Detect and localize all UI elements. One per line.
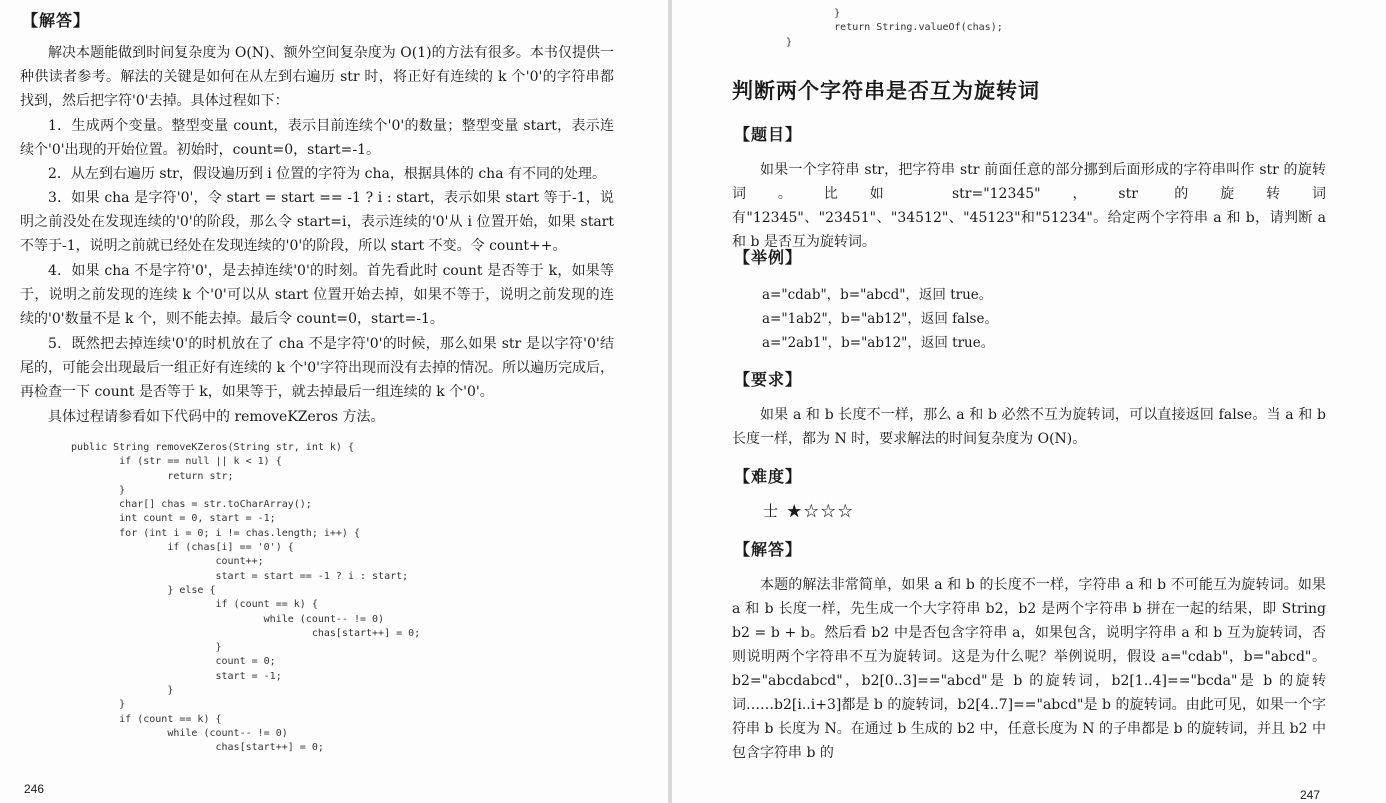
example-item: a="cdab"，b="abcd"，返回 true。 [762, 287, 993, 303]
example-heading: 【举例】 [734, 248, 803, 267]
code-block-remove-k-zeros: public String removeKZeros(String str, int k) { if (str == null || k < 1) { return str; } char[] chas = str.toCharArray(); int count = 0, start = -1; for (int i = 0; i != chas.length; i++) { if (chas[i] == '0') { count++; start = start == -1 ? i : start; } else { if (count == k) { while (count-- != 0) chas[start++] = 0; } count = 0; start = -1; } } if (count == k) { while (count-- != 0) chas[start++] = 0; [71, 442, 421, 754]
solution-step-2: 2．从左到右遍历 str，假设遍历到 i 位置的字符为 cha，根据具体的 cha 有不同的处理。 [48, 166, 606, 182]
page-number: 247 [1300, 788, 1321, 802]
left-page [0, 0, 668, 803]
section-title: 判断两个字符串是否互为旋转词 [732, 79, 1040, 103]
solution-step-1: 1．生成两个变量。整型变量 count，表示目前连续个'0'的数量；整型变量 start，表示连续个'0'出现的开始位置。初始时，count=0，start=-1。 [20, 118, 614, 158]
solution-step-4: 4．如果 cha 不是字符'0'，是去掉连续'0'的时刻。首先看此时 count 是否等于 k，如果等于，说明之前发现的连续 k 个'0'可以从 start 位置开始去掉，如果不等于，说明之前发现的连续的'0'数量不是 k 个，则不能去掉。最后令 count=0，start=-1。 [20, 263, 614, 327]
example-item: a="2ab1"，b="ab12"，返回 true。 [762, 335, 995, 351]
solution-step-3: 3．如果 cha 是字符'0'，令 start = start == -1 ? i : start，表示如果 start 等于-1，说明之前没处在发现连续的'0'的阶段，那么令 start=i，表示连续的'0'从 i 位置开始，如果 start 不等于-1，说明之前就已经处在发现连续的'0'的阶段，所以 start 不变。令 count++。 [20, 190, 614, 254]
difficulty-heading: 【难度】 [734, 467, 803, 486]
solution-heading: 【解答】 [734, 540, 803, 559]
problem-heading: 【题目】 [734, 125, 803, 144]
requirement-heading: 【要求】 [734, 370, 803, 389]
code-block-tail: } return String.valueOf(chas); } [786, 8, 1003, 48]
right-page [672, 0, 1386, 803]
solution-step-5: 5．既然把去掉连续'0'的时机放在了 cha 不是字符'0'的时候，那么如果 str 是以字符'0'结尾的，可能会出现最后一组正好有连续的 k 个'0'字符出现而没有去掉的情况。所以遍历完成后，再检查一下 count 是否等于 k，如果等于，就去掉最后一组连续的 k 个'0'。 [20, 336, 614, 400]
solution-heading: 【解答】 [22, 11, 91, 30]
solution-paragraph-intro: 解决本题能做到时间复杂度为 O(N)、额外空间复杂度为 O(1)的方法有很多。本书仅提供一种供读者参考。解法的关键是如何在从左到右遍历 str 时，将正好有连续的 k 个'0'的字符串都找到，然后把字符'0'去掉。具体过程如下： [20, 45, 614, 109]
solution-text: 本题的解法非常简单，如果 a 和 b 的长度不一样，字符串 a 和 b 不可能互为旋转词。如果 a 和 b 长度一样，先生成一个大字符串 b2，b2 是两个字符串 b 拼在一起的结果，即 String b2 = b + b。然后看 b2 中是否包含字符串 a，如果包含，说明字符串 a 和 b 互为旋转词，否则说明两个字符串不互为旋转词。这是为什么呢？举例说明，假设 a="cdab"，b="abcd"。b2="abcdabcd"，b2[0..3]=="abcd"是 b 的旋转词，b2[1..4]=="bcda"是 b 的旋转词……b2[i..i+3]都是 b 的旋转词，b2[4..7]=="abcd"是 b 的旋转词。由此可见，如果一个字符串 b 长度为 N。在通过 b 生成的 b2 中，任意长度为 N 的子串都是 b 的旋转词，并且 b2 中包含字符串 b 的 [732, 577, 1326, 761]
example-item: a="1ab2"，b="ab12"，返回 false。 [762, 311, 998, 327]
problem-text: 如果一个字符串 str，把字符串 str 前面任意的部分挪到后面形成的字符串叫作 str 的旋转词。比如 str="12345"，str 的旋转词有"12345"、"23451"、"34512"、"45123"和"51234"。给定两个字符串 a 和 b，请判断 a 和 b 是否互为旋转词。 [732, 162, 1326, 250]
requirement-text: 如果 a 和 b 长度不一样，那么 a 和 b 必然不互为旋转词，可以直接返回 false。当 a 和 b 长度一样，都为 N 时，要求解法的时间复杂度为 O(N)。 [732, 407, 1326, 447]
page-number: 246 [24, 782, 45, 796]
code-reference-note: 具体过程请参看如下代码中的 removeKZeros 方法。 [48, 409, 385, 425]
difficulty-rating: 士 ★☆☆☆ [763, 502, 855, 520]
